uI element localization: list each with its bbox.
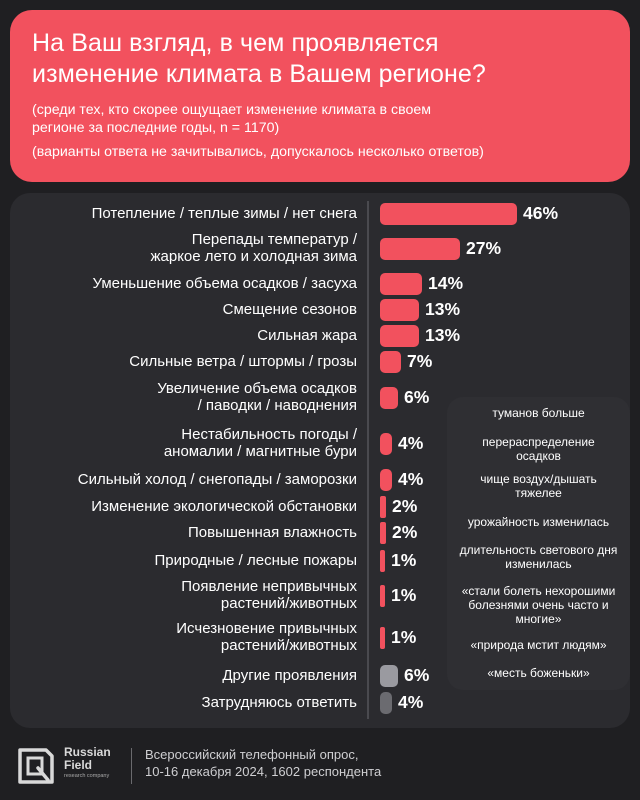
bar [380,273,422,295]
category-label-line: Перепады температур / [191,231,357,248]
bar [380,692,392,714]
title-line-1: На Ваш взгляд, в чем проявляется [32,29,439,57]
value-label: 46% [523,203,559,223]
category-label-line: Сильные ветра / штормы / грозы [129,352,357,370]
bar [380,238,460,260]
bar [380,522,386,544]
other-answer: «стали болеть нехорошими болезнями очень часто и многие» [461,584,616,626]
value-label: 2% [392,522,418,542]
header-banner [10,10,630,182]
category-label-line: Исчезновение привычных [176,620,357,637]
value-label: 2% [392,496,418,516]
axis-line [367,201,369,719]
category-label-line: Сильная жара [257,326,357,344]
footer-divider [131,748,132,784]
value-label: 13% [425,299,461,319]
brand-line-1: Russian [64,745,111,759]
category-label [17,694,357,711]
value-label: 7% [407,351,433,371]
value-label: 4% [398,692,424,712]
brand-name [64,746,111,780]
category-label-line: Повышенная влажность [187,523,357,541]
bar [380,203,517,225]
value-label: 4% [398,433,424,453]
value-label: 6% [404,665,430,685]
bar [380,299,419,321]
other-answer: туманов больше [492,406,585,420]
bar [380,627,385,649]
category-label-line: Появление непривычных [181,578,357,595]
value-label: 6% [404,387,430,407]
category-label [17,471,357,488]
category-label [17,301,357,318]
value-label: 4% [398,469,424,489]
sample-note-line-2: регионе за последние годы, n = 1170) [32,120,280,136]
value-label: 1% [391,585,417,605]
category-label [17,426,357,460]
logo-icon [14,744,58,788]
category-label-line: растений/животных [220,595,357,612]
category-label-line: жаркое лето и холодная зима [150,248,357,265]
value-label: 1% [391,627,417,647]
source-line-2: 10-16 декабря 2024, 1602 респондента [145,764,382,779]
category-label-line: аномалии / магнитные бури [163,443,357,460]
sample-note-line-1: (среди тех, кто скорее ощущает изменение климата в своем [32,102,432,118]
source-line-1: Всероссийский телефонный опрос, [145,747,359,762]
bar [380,387,398,409]
value-label: 27% [466,238,502,258]
value-label: 13% [425,325,461,345]
category-label [17,205,357,222]
other-answer: перераспределение осадков [482,435,595,463]
category-label [17,498,357,515]
title-line-2: изменение климата в Вашем регионе? [32,60,486,88]
method-note: (варианты ответа не зачитывались, допускалось несколько ответов) [32,144,484,160]
category-label [17,667,357,684]
category-label [17,275,357,292]
category-label [17,380,357,414]
sample-note [32,101,610,137]
category-label [17,578,357,612]
bar [380,550,385,572]
category-label-line: Изменение экологической обстановки [91,497,357,515]
category-label-line: Потепление / теплые зимы / нет снега [91,204,357,222]
category-label-line: / паводки / наводнения [197,397,357,414]
bar [380,325,419,347]
category-label [17,231,357,265]
category-label [17,353,357,370]
value-label: 1% [391,550,417,570]
bar [380,665,398,687]
category-label-line: Смещение сезонов [222,300,357,318]
category-label [17,524,357,541]
brand-subtitle: research company [64,773,110,779]
other-answer: «природа мстит людям» [470,638,607,652]
other-answer: урожайность изменилась [467,515,610,529]
bar [380,496,386,518]
brand-line-2: Field [64,758,93,772]
category-label-line: Сильный холод / снегопады / заморозки [77,470,357,488]
value-label: 14% [428,273,464,293]
category-label [17,327,357,344]
other-answer: длительность светового дня изменилась [459,543,618,571]
category-label-line: Нестабильность погоды / [181,426,357,443]
other-answer: чище воздух/дышать тяжелее [480,472,597,500]
bar [380,351,401,373]
bar [380,433,392,455]
category-label-line: Увеличение объема осадков [157,380,357,397]
category-label-line: Другие проявления [222,666,357,684]
category-label-line: Затрудняюсь ответить [201,693,357,711]
bar [380,469,392,491]
category-label [17,552,357,569]
category-label-line: растений/животных [220,637,357,654]
category-label-line: Уменьшение объема осадков / засуха [92,274,357,292]
chart-title [32,28,610,90]
survey-source [145,746,381,780]
other-answer: «месть боженьки» [487,666,590,680]
category-label [17,620,357,654]
category-label-line: Природные / лесные пожары [154,551,357,569]
bar [380,585,385,607]
